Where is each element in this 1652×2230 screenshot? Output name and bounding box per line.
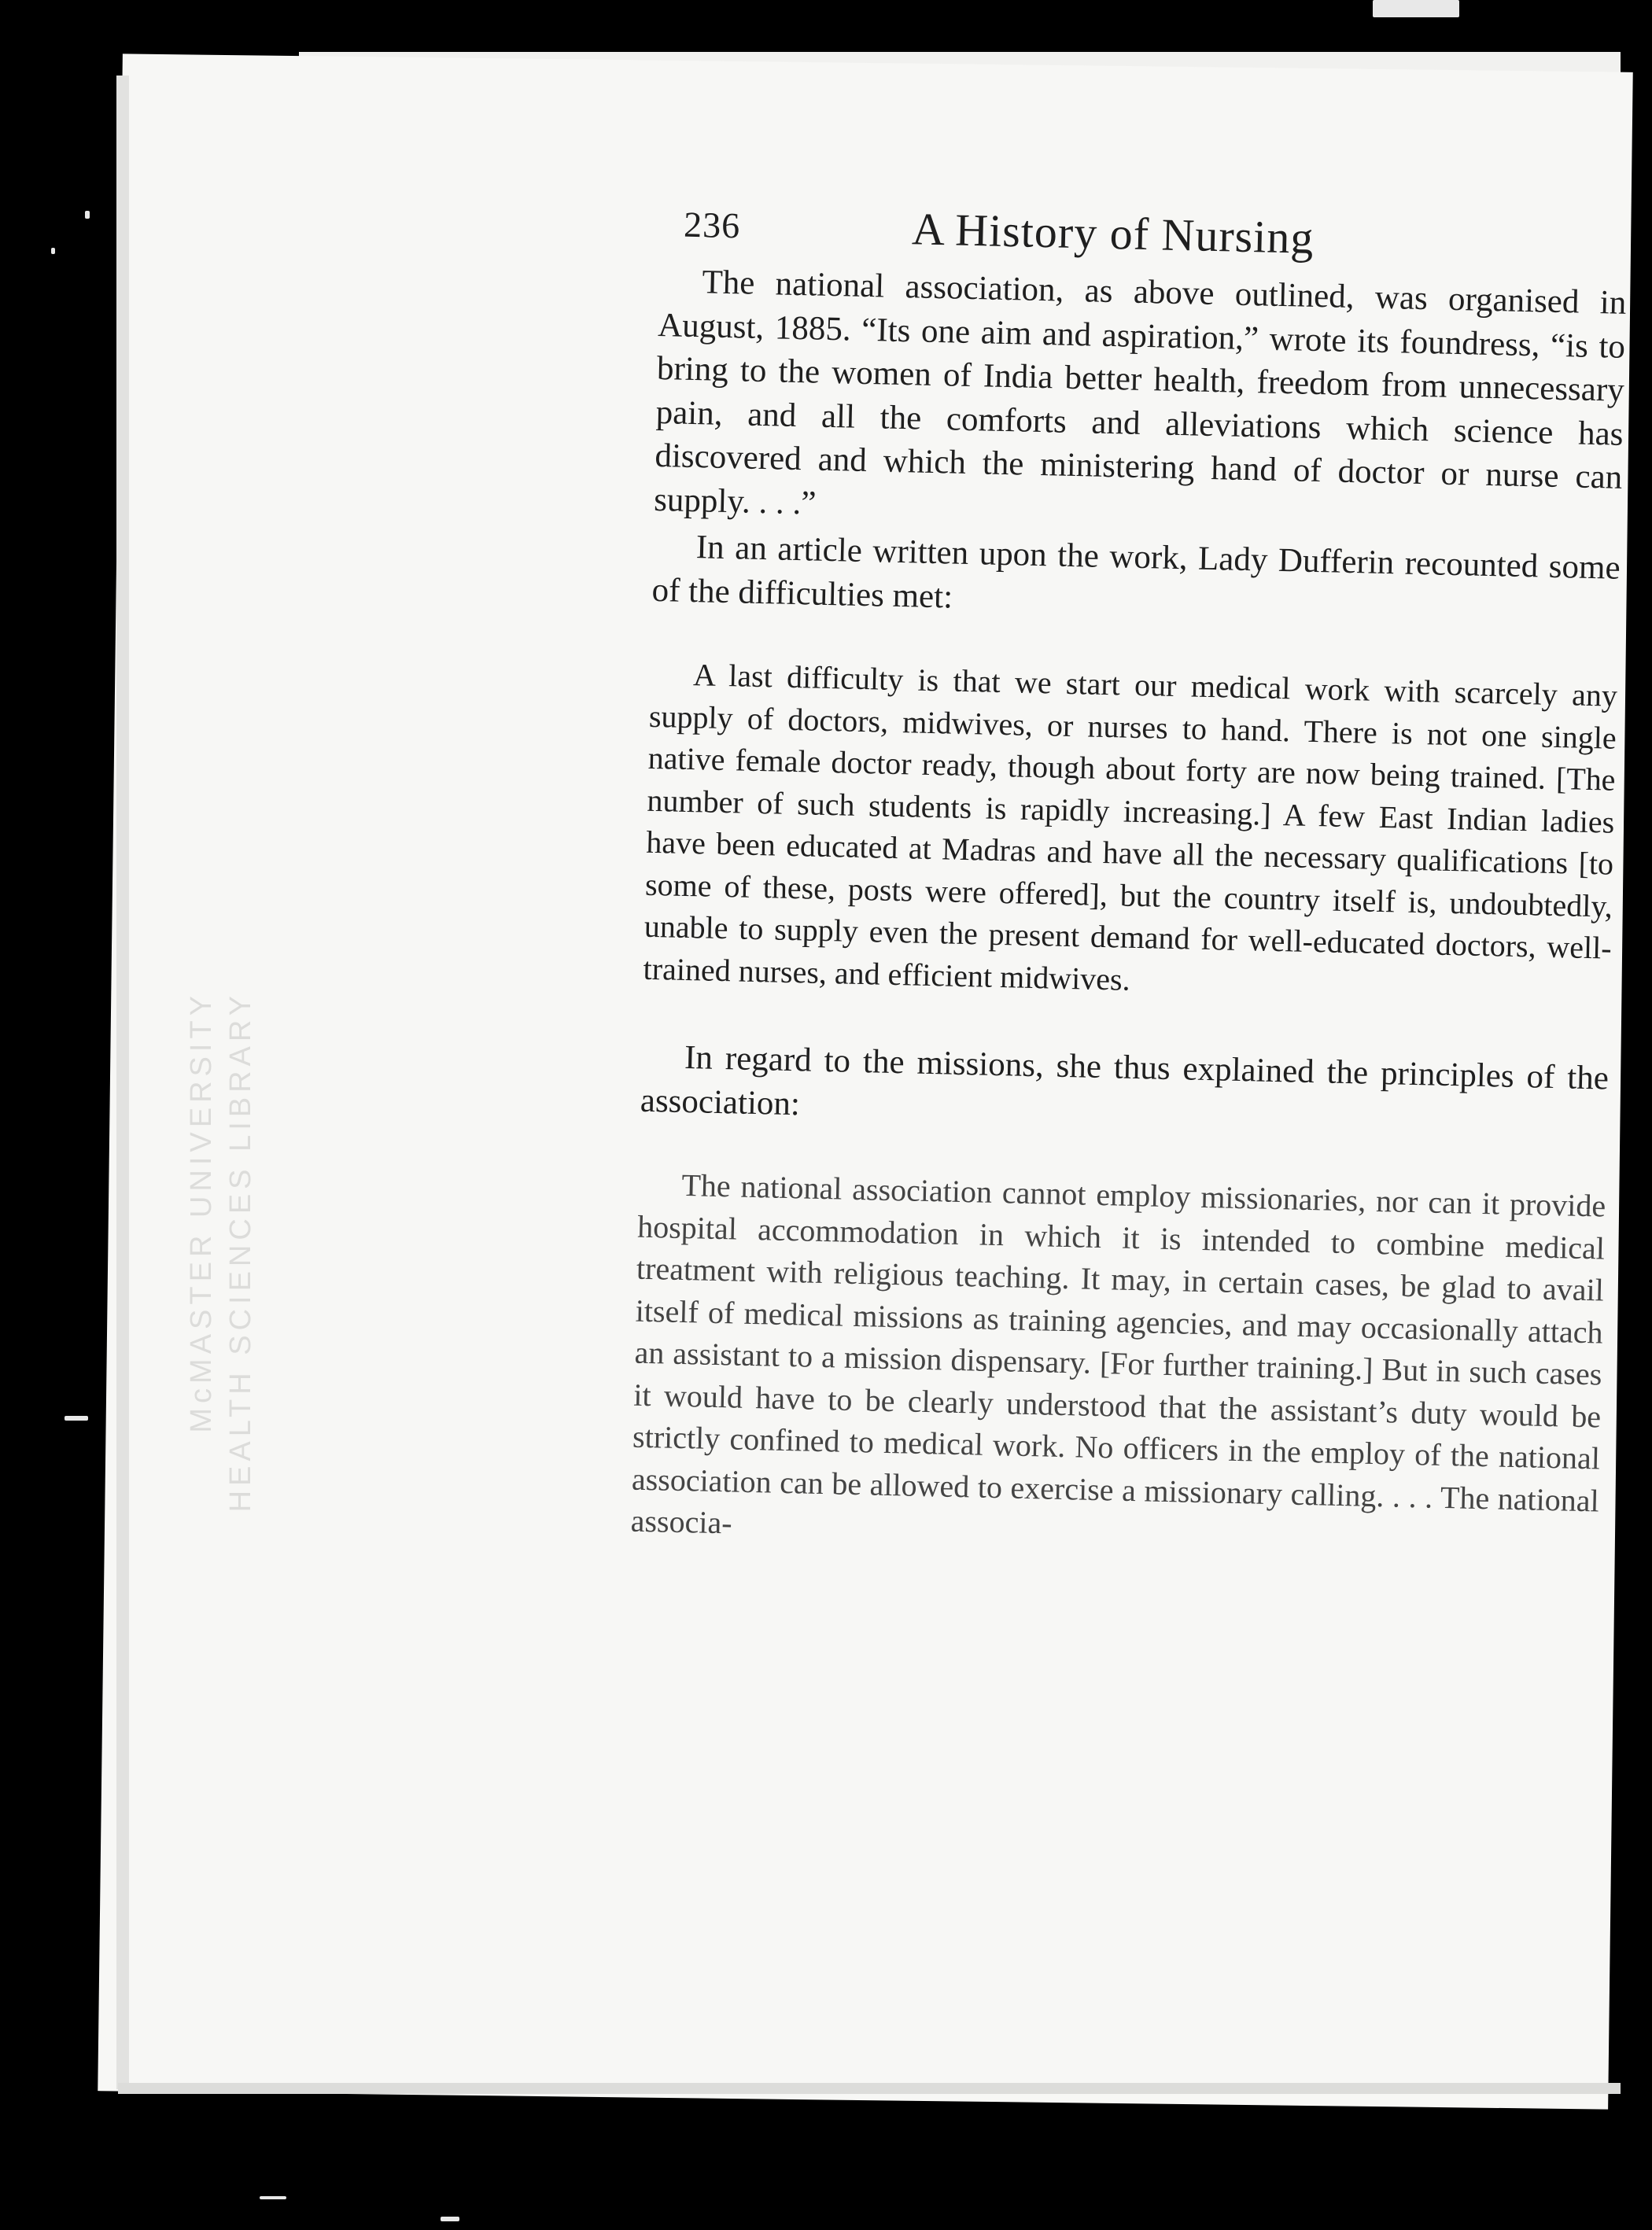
backdrop-speck: [1373, 0, 1459, 17]
page-bottom-edge: [118, 2083, 1621, 2094]
library-stamp: [185, 991, 295, 1513]
paragraph-association-founding: The national association, as above outlined, was organised in August, 1885. “Its one aim and aspiration,” wrote its foundress, “is to bring to the women of India better health, freedom from unnecessary pain, and all the comforts and alleviations which science has discovered and which the ministering hand of doctor or nurse can supply. . . .”: [653, 264, 1627, 522]
page-left-edge: [116, 76, 129, 2089]
backdrop-speck: [260, 2196, 286, 2199]
quote-missions-principles: The national association cannot employ missionaries, nor can it provide hospital accommodation in which it is intended to combine medical treatment with religious teaching. It may, in certain cases, be glad to avail itself of medical missions as training agencies, and may occasionally attach an assistant to a mission dispensary. [For further training.] But in such cases it would have to be clearly understood that the assistant’s duty would be strictly confined to medical work. No officers in the employ of the national association can be allowed to exercise a missionary calling. . . . The national associa-: [630, 1167, 1606, 1541]
backdrop-speck: [441, 2217, 459, 2221]
quote-difficulties: A last difficulty is that we start our medical work with scarcely any supply of doctors, midwives, or nurses to hand. There is not one single native female doctor ready, though about forty are now being trained. [The number of such students is rapidly increasing.] A few East Indian ladies have been educated at Madras and have all the necessary qualifications [to some of these, posts were offered], but the country itself is, undoubtedly, unable to supply even the present demand for well-educated doctors, well-trained nurses, and efficient midwives.: [643, 657, 1618, 997]
backdrop-speck: [51, 248, 55, 254]
stamp-line-1: HEALTH SCIENCES LIBRARY: [224, 991, 257, 1513]
book-title: A History of Nursing: [911, 203, 1315, 264]
stamp-line-2: McMASTER UNIVERSITY: [185, 991, 218, 1433]
backdrop-speck: [85, 211, 90, 219]
paragraph-lady-dufferin-article: In an article written upon the work, Lady Dufferin recounted some of the difficulties met:: [651, 529, 1621, 616]
page-number: 236: [683, 204, 741, 246]
paragraph-missions: In regard to the missions, she thus explained the principles of the association:: [640, 1038, 1610, 1122]
backdrop-speck: [65, 1416, 88, 1421]
page-text: [630, 197, 1628, 1564]
